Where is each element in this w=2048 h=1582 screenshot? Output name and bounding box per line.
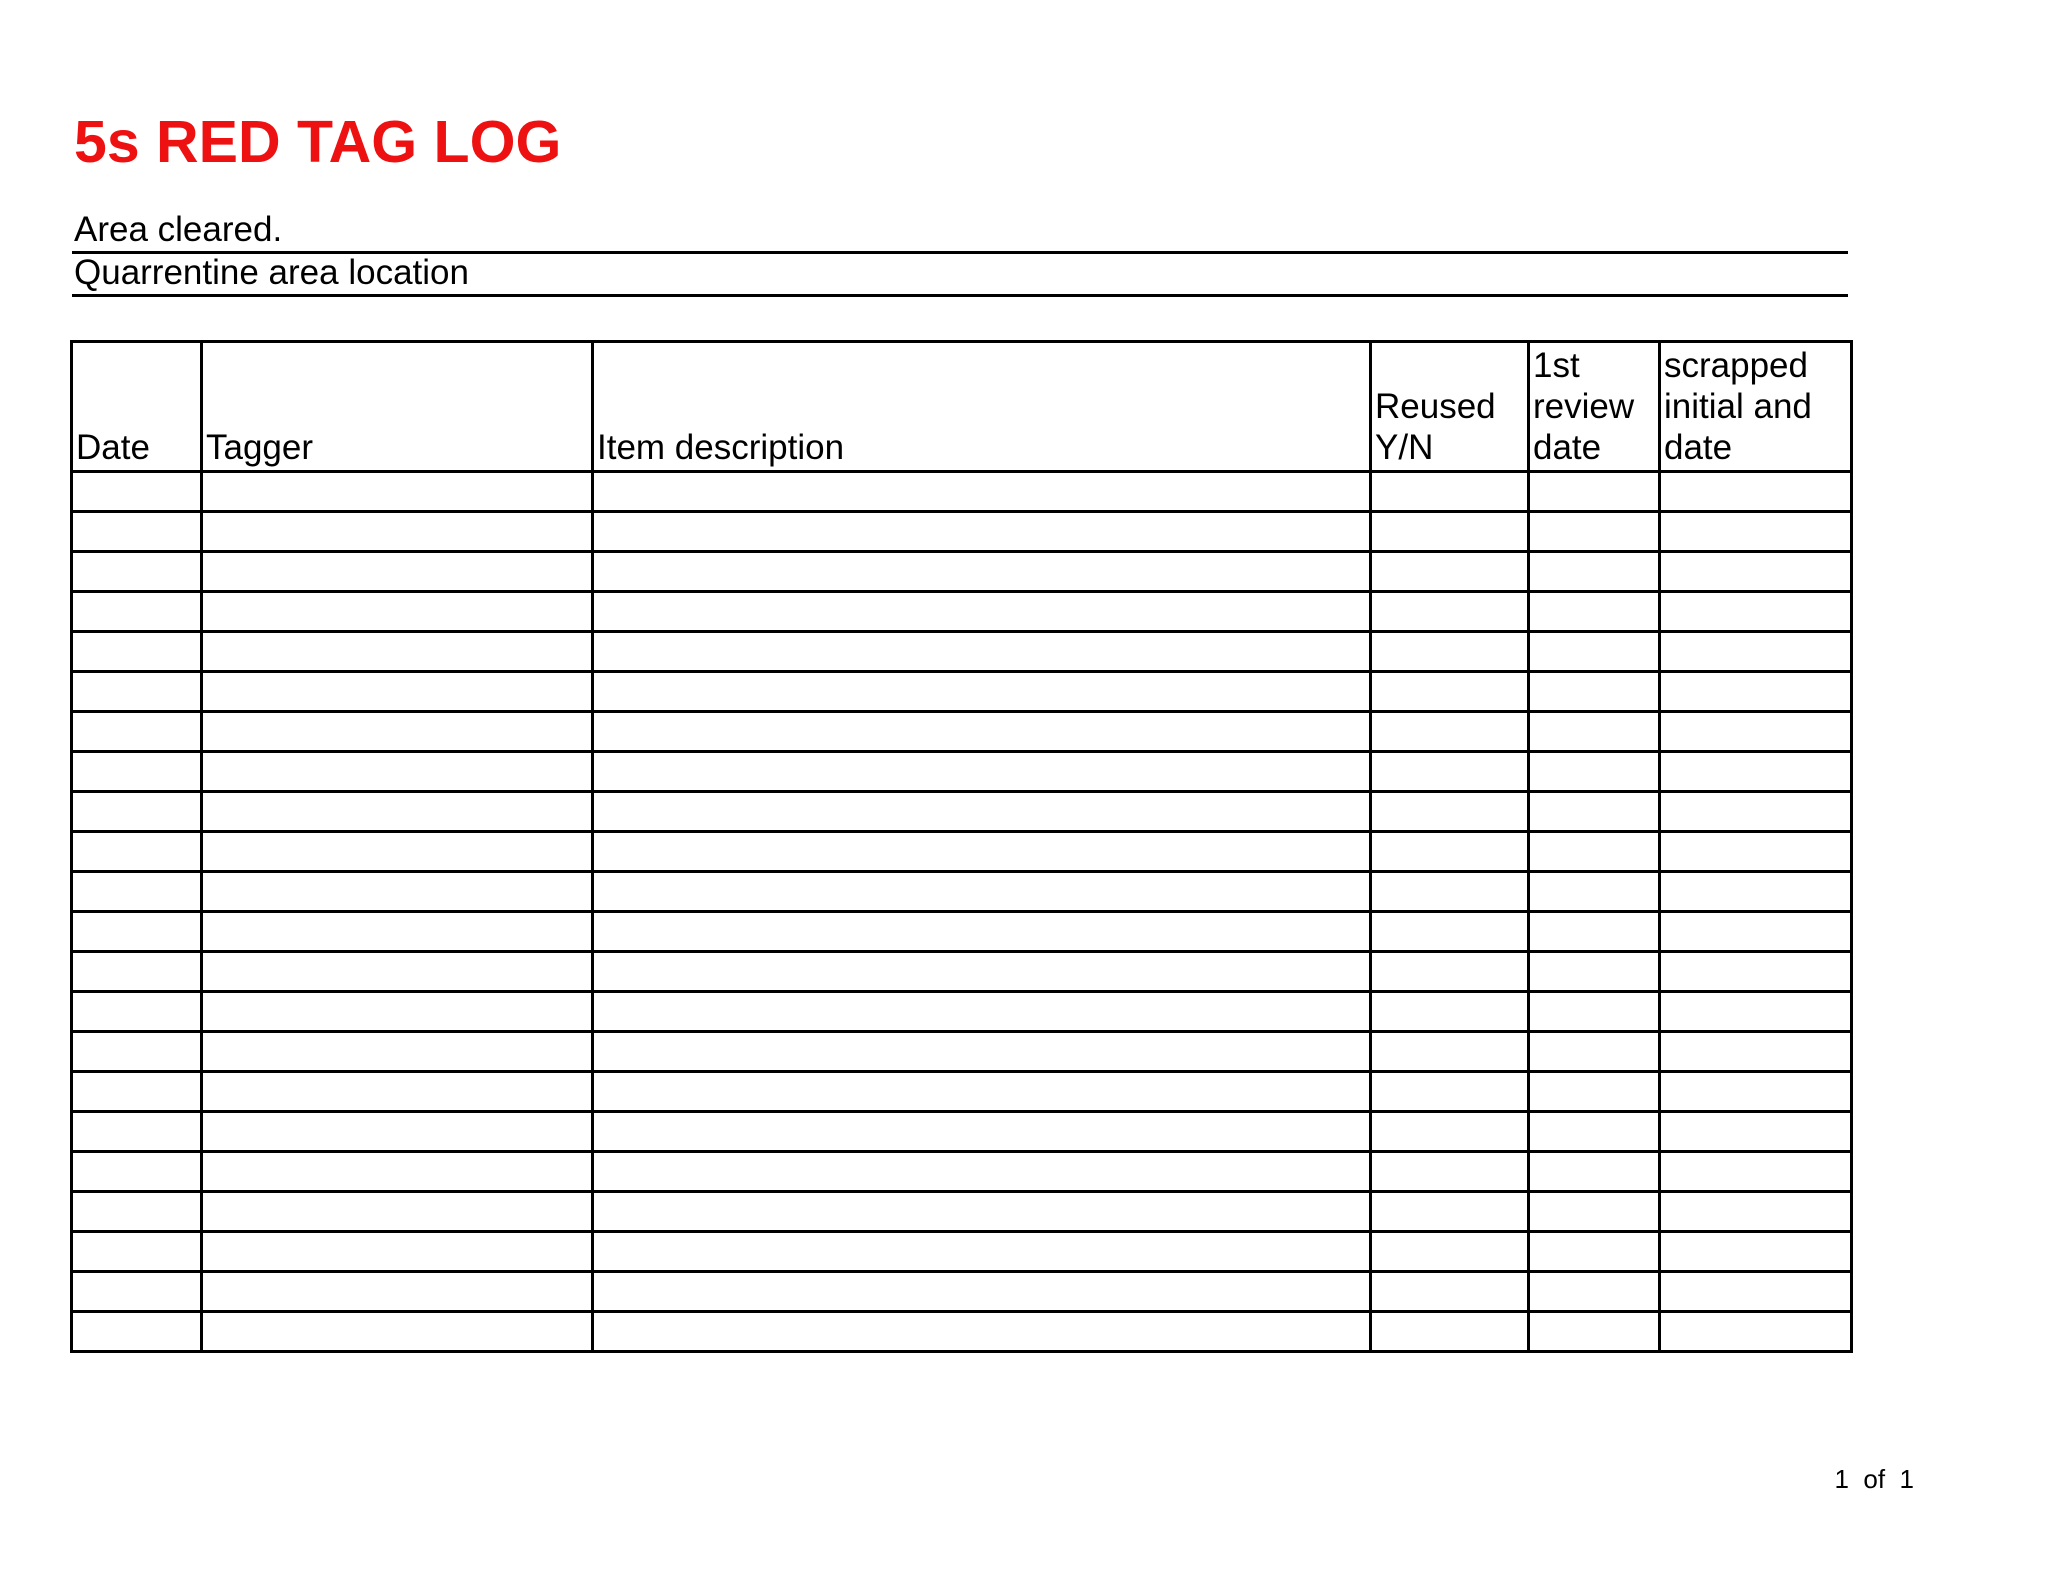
table-cell[interactable] bbox=[202, 952, 593, 992]
table-cell[interactable] bbox=[1660, 512, 1852, 552]
table-cell[interactable] bbox=[1371, 1072, 1529, 1112]
table-cell[interactable] bbox=[593, 1192, 1371, 1232]
table-cell[interactable] bbox=[202, 1272, 593, 1312]
table-cell[interactable] bbox=[1529, 1272, 1660, 1312]
table-cell[interactable] bbox=[72, 872, 202, 912]
header-line: Reused bbox=[1375, 387, 1496, 426]
table-cell[interactable] bbox=[1529, 512, 1660, 552]
column-header-tagger bbox=[202, 342, 593, 472]
table-cell[interactable] bbox=[72, 1192, 202, 1232]
quarantine-location-field bbox=[72, 255, 1848, 297]
table-cell[interactable] bbox=[202, 792, 593, 832]
table-cell[interactable] bbox=[1660, 752, 1852, 792]
table-cell[interactable] bbox=[1660, 1192, 1852, 1232]
table-cell[interactable] bbox=[1529, 1032, 1660, 1072]
table-cell[interactable] bbox=[1660, 1272, 1852, 1312]
header-line: 1st bbox=[1533, 346, 1580, 385]
table-cell[interactable] bbox=[72, 1032, 202, 1072]
table-cell[interactable] bbox=[1529, 1112, 1660, 1152]
page-total: 1 bbox=[1899, 1464, 1914, 1494]
table-cell[interactable] bbox=[1371, 912, 1529, 952]
table-cell[interactable] bbox=[72, 952, 202, 992]
table-cell[interactable] bbox=[202, 1072, 593, 1112]
table-cell[interactable] bbox=[1660, 1072, 1852, 1112]
table-cell[interactable] bbox=[72, 912, 202, 952]
table-cell[interactable] bbox=[72, 1232, 202, 1272]
table-cell[interactable] bbox=[72, 632, 202, 672]
table-cell[interactable] bbox=[1660, 672, 1852, 712]
table-cell[interactable] bbox=[1371, 672, 1529, 712]
table-cell[interactable] bbox=[1660, 1032, 1852, 1072]
page-of: of bbox=[1863, 1464, 1886, 1494]
table-row bbox=[72, 512, 1852, 552]
area-cleared-label: Area cleared. bbox=[74, 210, 283, 249]
table-cell[interactable] bbox=[1371, 1272, 1529, 1312]
table-cell[interactable] bbox=[1660, 1312, 1852, 1352]
table-cell[interactable] bbox=[202, 672, 593, 712]
header-line: Date bbox=[76, 428, 150, 467]
table-row bbox=[72, 752, 1852, 792]
table-cell[interactable] bbox=[202, 632, 593, 672]
table-cell[interactable] bbox=[593, 552, 1371, 592]
table-cell[interactable] bbox=[1371, 952, 1529, 992]
table-cell[interactable] bbox=[202, 872, 593, 912]
table-cell[interactable] bbox=[1529, 1192, 1660, 1232]
table-cell[interactable] bbox=[202, 592, 593, 632]
table-row bbox=[72, 1072, 1852, 1112]
header-line: review bbox=[1533, 387, 1635, 426]
table-cell[interactable] bbox=[593, 1272, 1371, 1312]
table-cell[interactable] bbox=[202, 1232, 593, 1272]
table-cell[interactable] bbox=[593, 632, 1371, 672]
table-cell[interactable] bbox=[593, 472, 1371, 512]
table-cell[interactable] bbox=[202, 832, 593, 872]
table-cell[interactable] bbox=[1529, 992, 1660, 1032]
table-cell[interactable] bbox=[202, 1192, 593, 1232]
table-cell[interactable] bbox=[593, 1072, 1371, 1112]
table-cell[interactable] bbox=[202, 1032, 593, 1072]
table-cell[interactable] bbox=[72, 792, 202, 832]
table-cell[interactable] bbox=[1660, 712, 1852, 752]
header-line: scrapped bbox=[1664, 346, 1808, 385]
table-row bbox=[72, 552, 1852, 592]
table-cell[interactable] bbox=[1371, 552, 1529, 592]
table-cell[interactable] bbox=[1371, 472, 1529, 512]
page-title: 5s RED TAG LOG bbox=[74, 109, 562, 175]
column-header-scrapped bbox=[1660, 342, 1852, 472]
table-cell[interactable] bbox=[202, 1152, 593, 1192]
table-cell[interactable] bbox=[593, 512, 1371, 552]
table-cell[interactable] bbox=[1371, 1192, 1529, 1232]
table-cell[interactable] bbox=[72, 992, 202, 1032]
table-cell[interactable] bbox=[72, 1072, 202, 1112]
table-cell[interactable] bbox=[593, 912, 1371, 952]
header-line: initial and bbox=[1664, 387, 1812, 426]
table-cell[interactable] bbox=[1660, 792, 1852, 832]
header-line: date bbox=[1533, 428, 1602, 467]
table-row bbox=[72, 712, 1852, 752]
table-cell[interactable] bbox=[1371, 792, 1529, 832]
table-cell[interactable] bbox=[593, 1112, 1371, 1152]
table-row bbox=[72, 1032, 1852, 1072]
table-cell[interactable] bbox=[1660, 1152, 1852, 1192]
table-cell[interactable] bbox=[1371, 832, 1529, 872]
red-tag-log-table bbox=[70, 340, 1853, 1353]
table-cell[interactable] bbox=[593, 712, 1371, 752]
table-cell[interactable] bbox=[72, 512, 202, 552]
column-header-date bbox=[72, 342, 202, 472]
area-cleared-field bbox=[72, 212, 1848, 254]
header-line: Item description bbox=[597, 428, 845, 467]
table-cell[interactable] bbox=[202, 1312, 593, 1352]
table-cell[interactable] bbox=[1660, 952, 1852, 992]
table-cell[interactable] bbox=[1529, 832, 1660, 872]
table-cell[interactable] bbox=[1371, 1152, 1529, 1192]
table-cell[interactable] bbox=[1371, 872, 1529, 912]
table-cell[interactable] bbox=[1529, 472, 1660, 512]
table-cell[interactable] bbox=[72, 552, 202, 592]
table-cell[interactable] bbox=[202, 712, 593, 752]
table-row bbox=[72, 592, 1852, 632]
table-cell[interactable] bbox=[72, 1272, 202, 1312]
table-cell[interactable] bbox=[1660, 1112, 1852, 1152]
table-row bbox=[72, 672, 1852, 712]
table-cell[interactable] bbox=[1660, 632, 1852, 672]
table-row bbox=[72, 1112, 1852, 1152]
table-cell[interactable] bbox=[593, 592, 1371, 632]
column-header-reused bbox=[1371, 342, 1529, 472]
table-cell[interactable] bbox=[1660, 1232, 1852, 1272]
table-cell[interactable] bbox=[1371, 1032, 1529, 1072]
table-cell[interactable] bbox=[72, 672, 202, 712]
table-cell[interactable] bbox=[202, 472, 593, 512]
table-cell[interactable] bbox=[593, 1232, 1371, 1272]
table-cell[interactable] bbox=[1660, 472, 1852, 512]
table-cell[interactable] bbox=[202, 992, 593, 1032]
table-cell[interactable] bbox=[1371, 712, 1529, 752]
table-cell[interactable] bbox=[1660, 832, 1852, 872]
table-cell[interactable] bbox=[202, 752, 593, 792]
table-cell[interactable] bbox=[1371, 512, 1529, 552]
table-header-row bbox=[72, 342, 1852, 472]
table-row bbox=[72, 992, 1852, 1032]
table-row bbox=[72, 472, 1852, 512]
table-cell[interactable] bbox=[1371, 632, 1529, 672]
table-cell[interactable] bbox=[1529, 552, 1660, 592]
table-row bbox=[72, 832, 1852, 872]
table-cell[interactable] bbox=[593, 672, 1371, 712]
table-cell[interactable] bbox=[1529, 952, 1660, 992]
header-line: date bbox=[1664, 428, 1733, 467]
table-cell[interactable] bbox=[1660, 872, 1852, 912]
table-cell[interactable] bbox=[72, 472, 202, 512]
table-cell[interactable] bbox=[72, 592, 202, 632]
table-cell[interactable] bbox=[1371, 752, 1529, 792]
table-cell[interactable] bbox=[1371, 592, 1529, 632]
page-number bbox=[1834, 1464, 1914, 1494]
table-cell[interactable] bbox=[1371, 1112, 1529, 1152]
table-cell[interactable] bbox=[1529, 712, 1660, 752]
table-row bbox=[72, 872, 1852, 912]
table-cell[interactable] bbox=[1529, 1232, 1660, 1272]
table-cell[interactable] bbox=[593, 792, 1371, 832]
table-cell[interactable] bbox=[72, 752, 202, 792]
table-cell[interactable] bbox=[593, 872, 1371, 912]
quarantine-location-label: Quarrentine area location bbox=[74, 253, 469, 292]
table-cell[interactable] bbox=[1529, 752, 1660, 792]
table-row bbox=[72, 1192, 1852, 1232]
table-cell[interactable] bbox=[593, 752, 1371, 792]
table-cell[interactable] bbox=[1529, 592, 1660, 632]
table-row bbox=[72, 952, 1852, 992]
table-body bbox=[72, 472, 1852, 1352]
table-row bbox=[72, 1232, 1852, 1272]
table-cell[interactable] bbox=[1529, 792, 1660, 832]
table-cell[interactable] bbox=[1371, 1232, 1529, 1272]
table-cell[interactable] bbox=[1529, 1152, 1660, 1192]
table-cell[interactable] bbox=[72, 712, 202, 752]
table-row bbox=[72, 1152, 1852, 1192]
table-cell[interactable] bbox=[593, 1312, 1371, 1352]
table-cell[interactable] bbox=[593, 952, 1371, 992]
table-cell[interactable] bbox=[202, 912, 593, 952]
table-row bbox=[72, 1312, 1852, 1352]
table-cell[interactable] bbox=[1529, 672, 1660, 712]
table-cell[interactable] bbox=[1371, 992, 1529, 1032]
table-cell[interactable] bbox=[1660, 992, 1852, 1032]
table-cell[interactable] bbox=[202, 512, 593, 552]
table-cell[interactable] bbox=[72, 1112, 202, 1152]
column-header-first-review-date bbox=[1529, 342, 1660, 472]
table-cell[interactable] bbox=[1529, 1312, 1660, 1352]
table-row bbox=[72, 632, 1852, 672]
table-cell[interactable] bbox=[1660, 552, 1852, 592]
table-cell[interactable] bbox=[72, 1152, 202, 1192]
table-cell[interactable] bbox=[1529, 872, 1660, 912]
table-cell[interactable] bbox=[202, 552, 593, 592]
table-cell[interactable] bbox=[1529, 1072, 1660, 1112]
table-cell[interactable] bbox=[593, 1152, 1371, 1192]
table-row bbox=[72, 1272, 1852, 1312]
table-cell[interactable] bbox=[1529, 632, 1660, 672]
column-header-item-description bbox=[593, 342, 1371, 472]
table-cell[interactable] bbox=[202, 1112, 593, 1152]
table-cell[interactable] bbox=[1660, 912, 1852, 952]
header-line: Y/N bbox=[1375, 428, 1434, 467]
header-line: Tagger bbox=[206, 428, 314, 467]
table-row bbox=[72, 792, 1852, 832]
table-row bbox=[72, 912, 1852, 952]
page-current: 1 bbox=[1834, 1464, 1849, 1494]
table-cell[interactable] bbox=[593, 992, 1371, 1032]
table-cell[interactable] bbox=[72, 1312, 202, 1352]
table-cell[interactable] bbox=[593, 832, 1371, 872]
table-cell[interactable] bbox=[72, 832, 202, 872]
table-cell[interactable] bbox=[1529, 912, 1660, 952]
table-cell[interactable] bbox=[1371, 1312, 1529, 1352]
table-cell[interactable] bbox=[1660, 592, 1852, 632]
table-cell[interactable] bbox=[593, 1032, 1371, 1072]
